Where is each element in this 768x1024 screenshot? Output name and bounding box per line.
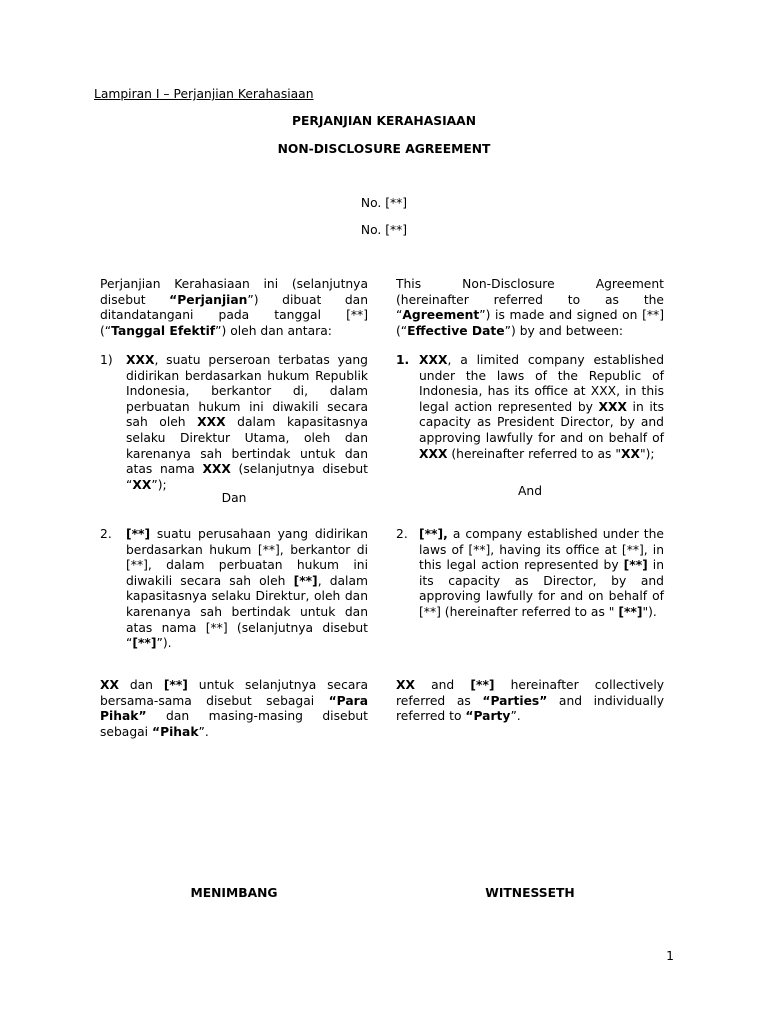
recitals-heading-indonesian: MENIMBANG <box>190 886 278 900</box>
conjunction-indonesian: Dan <box>221 491 247 505</box>
party2-indonesian: [**] suatu perusahaan yang didirikan berdasarkan hukum [**], berkantor di [**], dalam perbuatan hukum ini diwakili secara sah oleh [**], dalam kapasitasnya selaku Direktur, oleh dan karenanya sah bertindak untuk dan atas nama [**] (selanjutnya disebut “[**]”). <box>126 527 368 651</box>
agreement-number-1: No. [**] <box>360 196 408 210</box>
party1-indonesian-number: 1) <box>100 353 113 367</box>
recitals-heading-english: WITNESSETH <box>485 886 575 900</box>
title-english: NON-DISCLOSURE AGREEMENT <box>277 142 491 156</box>
party1-english-number: 1. <box>396 353 410 367</box>
intro-indonesian: Perjanjian Kerahasiaan ini (selanjutnya disebut “Perjanjian”) dibuat dan ditandatangani pada tanggal [**] (“Tanggal Efektif”) oleh dan antara: <box>100 277 368 338</box>
party1-english: XXX, a limited company established under the laws of the Republic of Indonesia, has its office at XXX, in this legal action represented by XXX in its capacity as President Director, by and approving lawfully for and on behalf of XXX (hereinafter referred to as "XX"); <box>419 353 664 461</box>
party2-english: [**], a company established under the laws of [**], having its office at [**], in this legal action represented by [**] in its capacity as Director, by and approving lawfully for and on behalf of [**] (hereinafter referred to as " [**]"). <box>419 527 664 619</box>
party1-indonesian: XXX, suatu perseroan terbatas yang didirikan berdasarkan hukum Republik Indonesia, berkantor di, dalam perbuatan hukum ini diwakili secara sah oleh XXX dalam kapasitasnya selaku Direktur Utama, oleh dan karenanya sah bertindak untuk dan atas nama XXX (selanjutnya disebut “XX”); <box>126 353 368 492</box>
appendix-heading: Lampiran I – Perjanjian Kerahasiaan <box>94 87 314 101</box>
intro-english: This Non-Disclosure Agreement (hereinafter referred to as the “Agreement”) is made and signed on [**] (“Effective Date”) by and between: <box>396 277 664 338</box>
parties-definition-english: XX and [**] hereinafter collectively referred as “Parties” and individually referred to “Party”. <box>396 678 665 724</box>
conjunction-english: And <box>517 484 542 498</box>
agreement-number-2: No. [**] <box>360 223 408 237</box>
parties-definition-indonesian: XX dan [**] untuk selanjutnya secara bersama-sama disebut sebagai “Para Pihak” dan masing-masing disebut sebagai “Pihak”. <box>100 678 369 739</box>
page-number: 1 <box>666 949 674 963</box>
title-indonesian: PERJANJIAN KERAHASIAAN <box>292 114 476 128</box>
party2-indonesian-number: 2. <box>100 527 112 541</box>
party2-english-number: 2. <box>396 527 408 541</box>
